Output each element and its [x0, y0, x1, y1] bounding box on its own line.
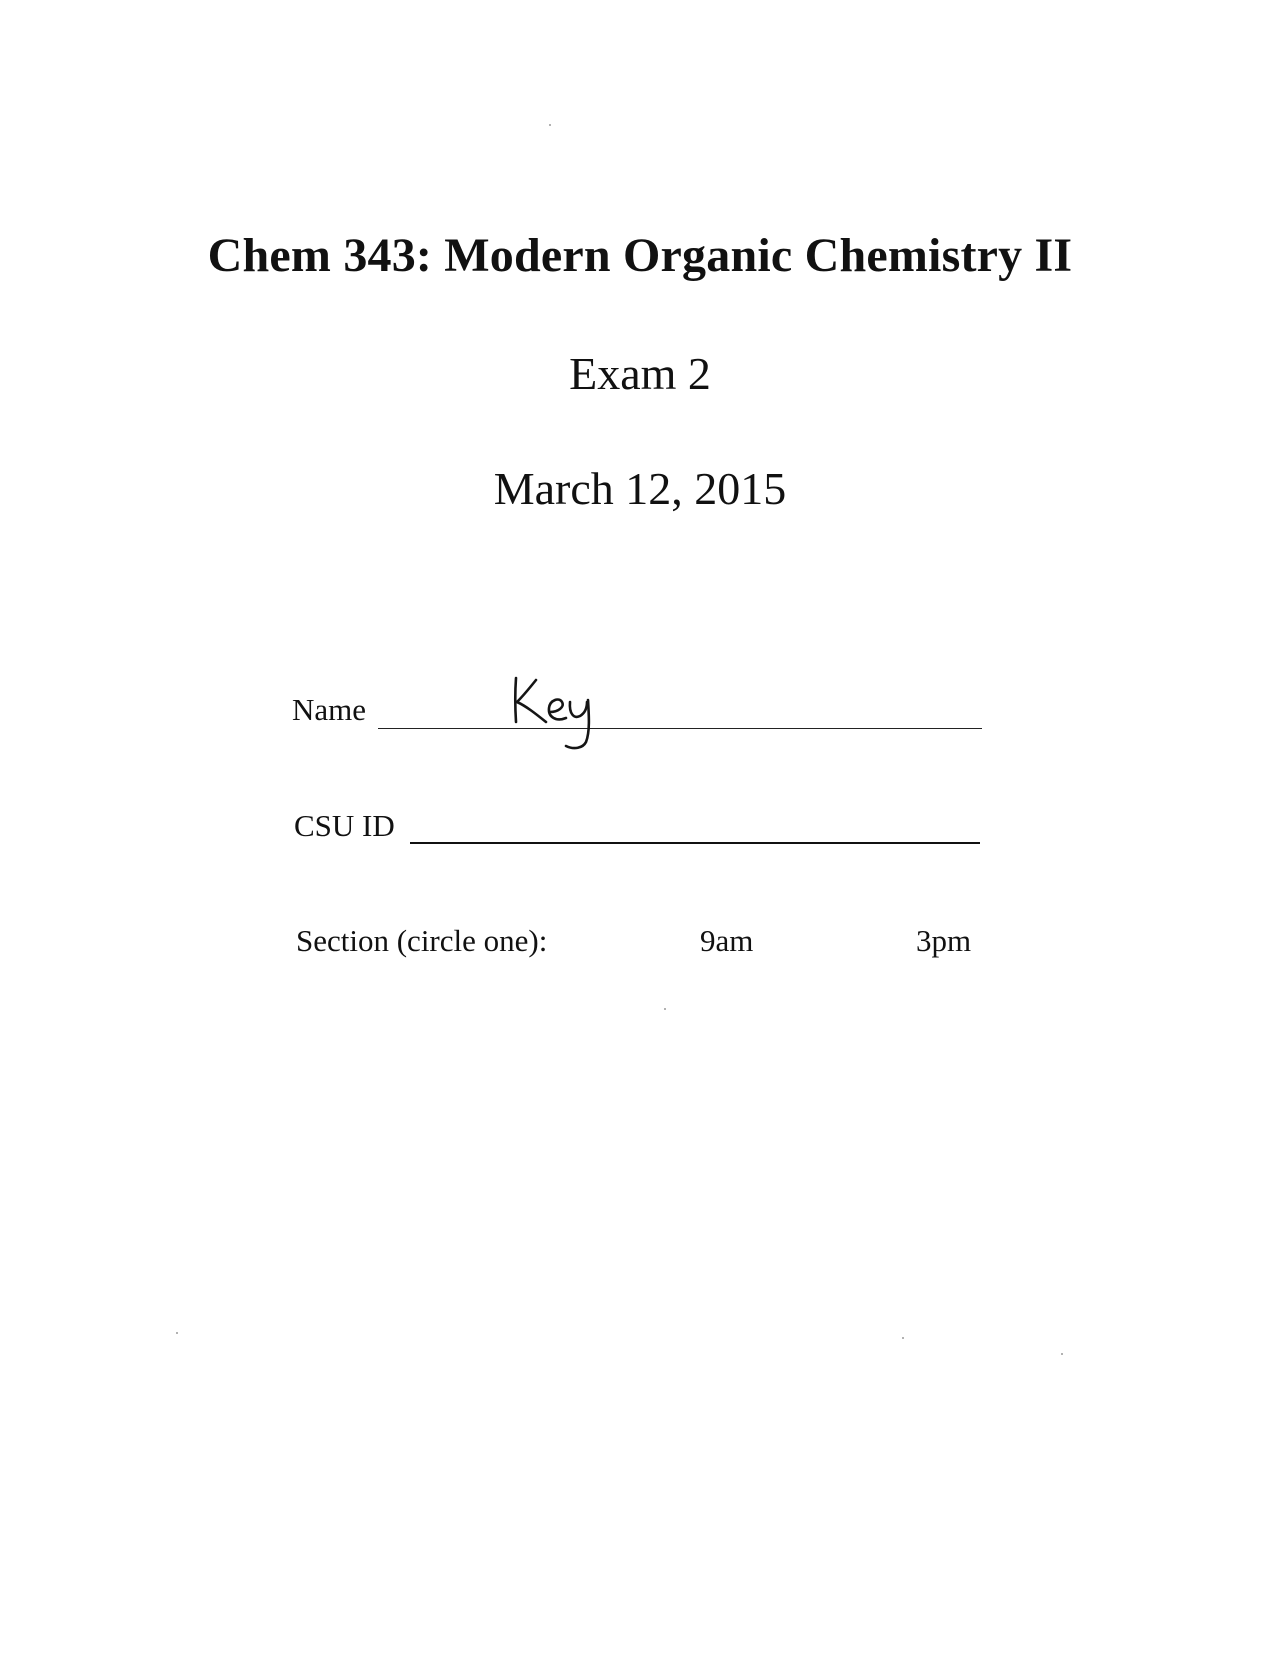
scan-speck	[176, 1332, 178, 1334]
section-option-3pm[interactable]: 3pm	[916, 923, 972, 958]
section-option-9am[interactable]: 9am	[700, 923, 754, 958]
scan-speck	[902, 1337, 904, 1339]
scan-speck	[549, 124, 551, 126]
section-label: Section (circle one):	[296, 923, 548, 958]
name-label: Name	[292, 692, 367, 727]
name-field-line[interactable]	[378, 728, 982, 729]
csu-id-label: CSU ID	[294, 808, 395, 843]
csu-id-field-line[interactable]	[410, 842, 980, 844]
scan-speck	[664, 1008, 666, 1010]
exam-title: Exam 2	[569, 348, 711, 399]
exam-date: March 12, 2015	[493, 463, 787, 514]
handwritten-name-key	[508, 672, 618, 756]
scan-speck	[1061, 1353, 1063, 1355]
course-title: Chem 343: Modern Organic Chemistry II	[207, 229, 1073, 282]
